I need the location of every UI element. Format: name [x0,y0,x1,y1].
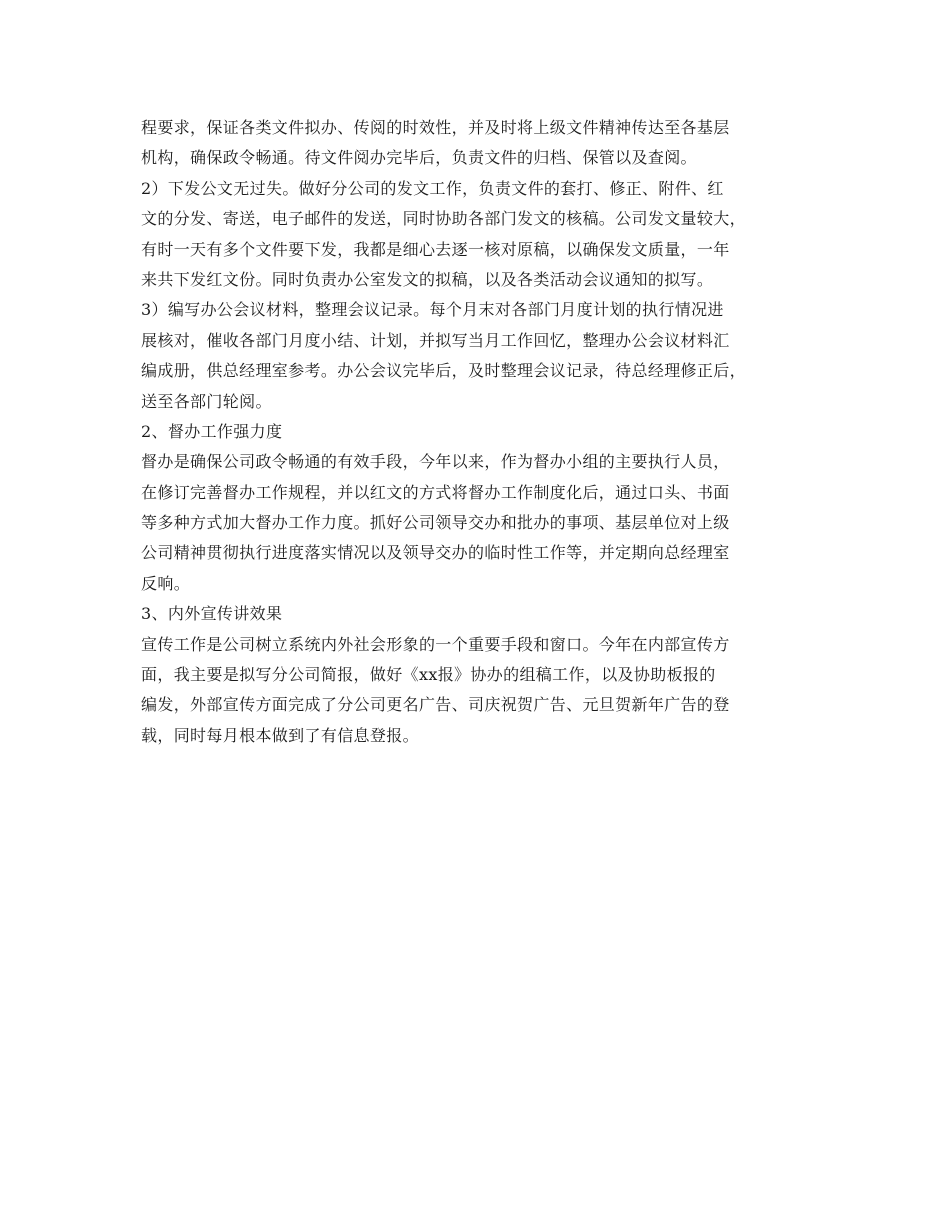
text-line: 公司精神贯彻执行进度落实情况以及领导交办的临时性工作等，并定期向总经理室 [141,543,730,563]
text-line: 督办是确保公司政令畅通的有效手段，今年以来，作为督办小组的主要执行人员， [141,452,730,472]
text-line: 程要求，保证各类文件拟办、传阅的时效性，并及时将上级文件精神传达至各基层 [141,118,730,137]
text-line: 文的分发、寄送，电子邮件的发送，同时协助各部门发文的核稿。公司发文量较大， [141,209,746,229]
text-line: 宣传工作是公司树立系统内外社会形象的一个重要手段和窗口。今年在内部宣传方 [141,634,730,654]
text-line: 机构，确保政令畅通。待文件阅办完毕后，负责文件的归档、保管以及查阅。 [141,148,697,168]
text-line: 2）下发公文无过失。做好分公司的发文工作，负责文件的套打、修正、附件、红 [141,178,724,198]
text-line: 展核对，催收各部门月度小结、计划，并拟写当月工作回忆，整理办公会议材料汇 [141,330,730,350]
text-line: 来共下发红文份。同时负责办公室发文的拟稿，以及各类活动会议通知的拟写。 [141,269,714,289]
text-line: 面，我主要是拟写分公司简报，做好《xx报》协办的组稿工作，以及协助板报的 [141,665,716,685]
text-line: 编发，外部宣传方面完成了分公司更名广告、司庆祝贺广告、元旦贺新年广告的登 [141,695,730,715]
section-heading: 3、内外宣传讲效果 [141,604,283,624]
text-line: 编成册，供总经理室参考。办公会议完毕后，及时整理会议记录，待总经理修正后， [141,361,746,381]
text-line: 反响。 [141,573,191,593]
text-line: 有时一天有多个文件要下发，我都是细心去逐一核对原稿，以确保发文质量，一年 [141,239,730,259]
text-line: 3）编写办公会议材料，整理会议记录。每个月末对各部门月度计划的执行情况进 [141,300,724,320]
document-body [141,113,821,751]
text-line: 等多种方式加大督办工作力度。抓好公司领导交办和批办的事项、基层单位对上级 [141,513,730,533]
text-line: 在修订完善督办工作规程，并以红文的方式将督办工作制度化后，通过口头、书面 [141,482,730,502]
section-heading: 2、督办工作强力度 [141,421,283,441]
text-line: 载，同时每月根本做到了有信息登报。 [141,725,419,745]
text-line: 送至各部门轮阅。 [141,391,272,411]
